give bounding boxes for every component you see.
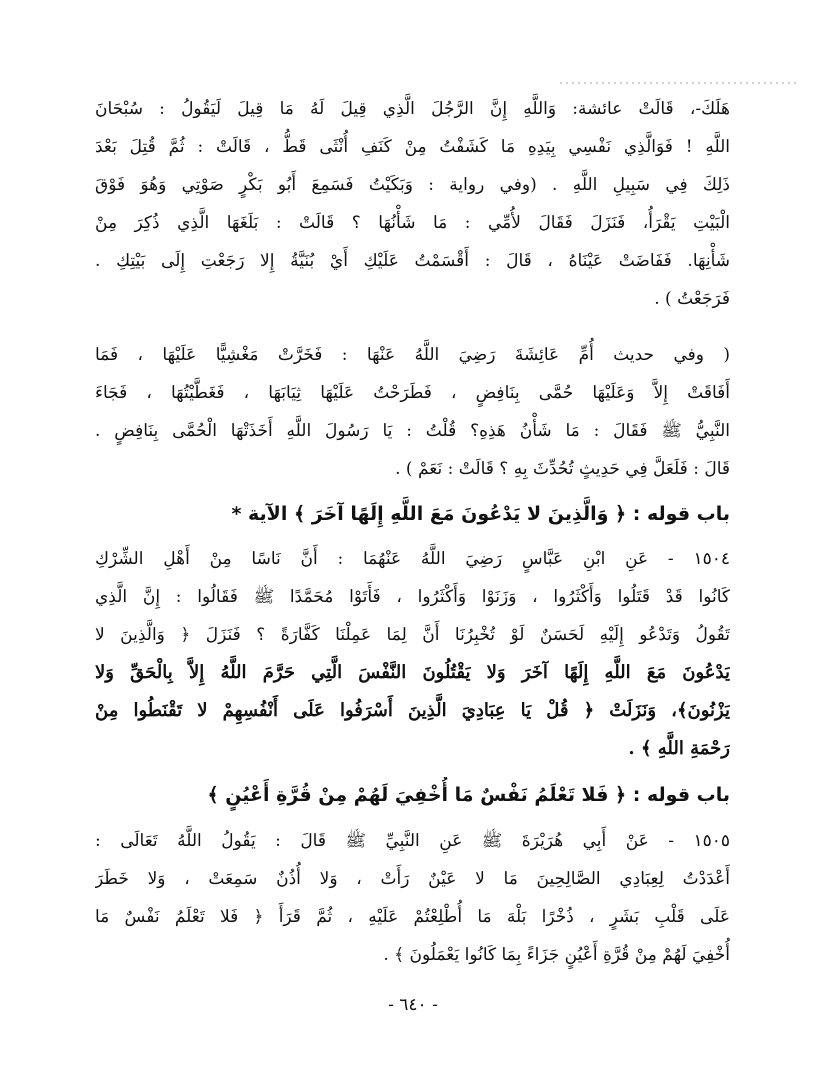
text-line: أَعْدَدْتُ لِعِبَادِي الصَّالِحِينَ مَا لا عَيْنٌ رَأَتْ ، وَلا أُذُنٌ سَمِعَتْ ، وَلا خَطَرَ	[95, 869, 730, 889]
text-line: كَانُوا قَدْ قَتَلُوا وَأَكْثَرُوا ، وَزَنَوْا وَأَكْثَرُوا ، فَأَتَوْا مُحَمَّدًا ﷺ فَقَالُوا : إِنَّ الَّذِي	[95, 587, 730, 607]
text-line: اللَّهِ ! فَوَالَّذِي نَفْسِي بِيَدِهِ مَا كَشَفْتُ مِنْ كَنَفِ أُنْثَى قَطُّ ، قَالَتْ : ثُمَّ قُتِلَ بَعْدَ	[95, 137, 730, 157]
text-line: عَلَى قَلْبِ بَشَرٍ ، ذُخْرًا بَلْهَ مَا أُطْلِعْتُمْ عَلَيْهِ ، ثُمَّ قَرَأَ ﴿ فَلا تَعْلَمُ نَفْسٌ مَا	[95, 907, 730, 927]
text-line: قَالَ : فَلَعَلَّ فِي حَدِيثٍ تُحُدِّثَ بِهِ ؟ قَالَتْ : نَعَمْ ) .	[395, 459, 730, 479]
text-line: ذَلِكَ فِي سَبِيلِ اللَّهِ . (وفي رواية : وَبَكَيْتُ فَسَمِعَ أَبُو بَكْرٍ صَوْتِي وَهُوَ فَوْقَ	[95, 175, 730, 195]
scan-artifact	[560, 82, 800, 84]
hadith-1505	[95, 822, 730, 974]
text-line: ١٥٠٤ - عَنِ ابْنِ عَبَّاسٍ رَضِيَ اللَّهُ عَنْهُمَا : أَنَّ نَاسًا مِنْ أَهْلِ الشِّرْكِ	[95, 549, 730, 569]
chapter-heading-1505: باب قوله : ﴿ فَلا تَعْلَمُ نَفْسٌ مَا أُخْفِيَ لَهُمْ مِنْ قُرَّةِ أَعْيُنٍ ﴾	[207, 784, 730, 806]
text-line: الْبَيْتِ يَقْرَأُ، فَنَزَلَ فَقَالَ لأُمِّي : مَا شَأْنُهَا ؟ قَالَتْ : بَلَغَهَا الَّذِي ذُكِرَ مِنْ	[95, 213, 730, 233]
page-number: - ٦٤٠ -	[388, 995, 438, 1015]
text-line: يَزْنُونَ﴾، وَنَزَلَتْ ﴿ قُلْ يَا عِبَادِيَ الَّذِينَ أَسْرَفُوا عَلَى أَنْفُسِهِمْ لا تَقْنَطُوا مِنْ	[95, 700, 730, 721]
hadith-1504	[95, 540, 730, 768]
text-line: هَلَكَ-، قَالَتْ عائشة: وَاللَّهِ إِنَّ الرَّجُلَ الَّذِي قِيلَ لَهُ مَا قِيلَ لَيَقُولُ : سُبْحَانَ	[95, 99, 730, 119]
text-line: ( وفي حديث أُمِّ عَائِشَةَ رَضِيَ اللَّهُ عَنْهَا : فَخَرَّتْ مَغْشِيًّا عَلَيْهَا ، فَمَا	[95, 345, 730, 365]
text-line: يَدْعُونَ مَعَ اللَّهِ إِلَهًا آخَرَ وَلا يَقْتُلُونَ النَّفْسَ الَّتِي حَرَّمَ اللَّهُ إِلاَّ بِالْحَقِّ وَلا	[95, 662, 730, 683]
text-line: فَرَجَعْتُ ) .	[654, 289, 730, 309]
text-line: النَّبِيُّ ﷺ فَقَالَ : مَا شَأْنُ هَذِهِ؟ قُلْتُ : يَا رَسُولَ اللَّهِ أَخَذَتْهَا الْحُمَّى بِنَافِضٍ .	[95, 421, 730, 441]
text-line: أُخْفِيَ لَهُمْ مِنْ قُرَّةِ أَعْيُنٍ جَزَاءً بِمَا كَانُوا يَعْمَلُونَ ﴾ .	[383, 945, 730, 965]
chapter-heading-1504: باب قوله : ﴿ وَالَّذِينَ لا يَدْعُونَ مَعَ اللَّهِ إِلَهًا آخَرَ ﴾ الآية *	[231, 503, 730, 525]
text-line: تَقُولُ وَتَدْعُو إِلَيْهِ لَحَسَنٌ لَوْ تُخْبِرُنَا أَنَّ لِمَا عَمِلْنَا كَفَّارَةً ؟ فَنَزَلَ ﴿ وَالَّذِينَ لا	[95, 625, 730, 645]
text-line: شَأْنِهَا. فَفَاضَتْ عَيْنَاهُ ، قَالَ : أَقْسَمْتُ عَلَيْكِ أَيْ بُنَيَّةُ إِلا رَجَعْتِ إِلَى بَيْتِكِ .	[95, 251, 730, 271]
text-line: رَحْمَةِ اللَّهِ ﴾ .	[628, 738, 730, 759]
text-line: أَفَاقَتْ إِلاَّ وَعَلَيْهَا حُمَّى بِنَافِضٍ ، فَطَرَحْتُ عَلَيْهَا ثِيَابَهَا ، فَغَطَّيْتُهَا ، فَجَاءَ	[95, 383, 730, 403]
passage-umm-aisha-hadith	[95, 336, 730, 488]
text-line: ١٥٠٥ - عَنْ أَبِي هُرَيْرَةَ ﷺ عَنِ النَّبِيِّ ﷺ قَالَ : يَقُولُ اللَّهُ تَعَالَى :	[95, 831, 730, 851]
passage-aisha-account	[95, 90, 730, 318]
